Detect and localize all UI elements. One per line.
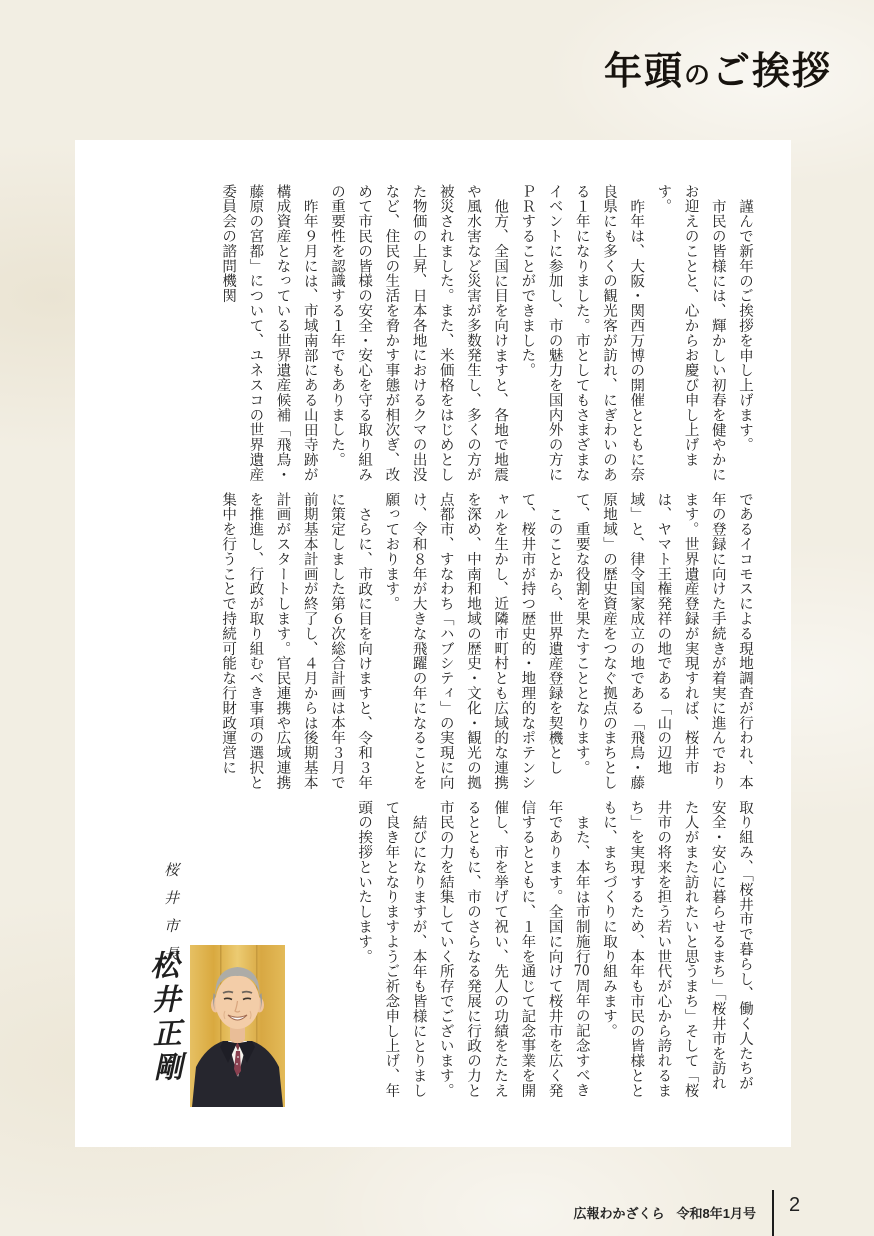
mayor-portrait-photo (190, 945, 285, 1107)
page-title (604, 40, 833, 95)
footer-publication: 広報わかざくら (573, 1206, 665, 1221)
article-section-bottom (118, 800, 758, 1104)
paragraph: このことから、世界遺産登録を契機として、桜井市が持つ歴史的・地理的なポテンシャルを生かし、近隣市町村とも広域的な連携を深め、中南和地域の歴史・文化・観光の拠点都市、すなわち「ハブシティ」の実現に向け、令和８年が大きな飛躍の年になることを願っております。 (383, 492, 563, 790)
footer-issue: 令和8年1月号 (676, 1206, 756, 1221)
signature-role: 桜井市長 (162, 862, 178, 974)
article-sheet (75, 140, 791, 1147)
paragraph: さらに、市政に目を向けますと、令和３年に策定しました第６次総合計画は本年３月で前期基本計画が終了し、４月からは後期基本計画がスタートします。官民連携や広域連携を推進し、行政が取り組むべき事項の選択と集中を行うことで持続可能な行財政運営に (220, 492, 373, 790)
article-section-middle (118, 492, 758, 796)
page-title-sub: ご挨拶 (712, 48, 833, 93)
paragraph: 謹んで新年のご挨拶を申し上げます。 (737, 198, 753, 452)
page-title-main: 年頭 (604, 48, 685, 93)
footer-page-number: 2 (789, 1194, 801, 1216)
footer-divider (772, 1190, 774, 1236)
paragraph: 他方、全国に目を向けますと、各地で地震や風水害など災害が多数発生し、多くの方が被災されました。また、米価格をはじめとした物価の上昇、日本各地におけるクマの出没など、住民の生活を脅かす事態が相次ぎ、改めて市民の皆様の安全・安心を守る取り組みの重要性を認識する１年でもありました。 (328, 184, 509, 482)
paragraph: であるイコモスによる現地調査が行われ、本年の登録に向けた手続きが着実に進んでおります。世界遺産登録が実現すれば、桜井市は、ヤマト王権発祥の地である「山の辺地域」と、律令国家成立の地である「飛鳥・藤原地域」の歴史資産をつなぐ拠点のまちとして、重要な役割を果たすこととなります。 (573, 492, 753, 790)
paragraph: また、本年は市制施行70周年の記念すべき年であります。全国に向けて桜井市を広く発信するとともに、１年を通じて記念事業を開催し、市を挙げて祝い、先人の功績をたたえるとともに、市のさらなる発展に行政の力と市民の力を結集していく所存でございます。 (437, 800, 590, 1098)
mayor-portrait-illustration (190, 945, 285, 1107)
article-section-top (118, 184, 758, 488)
footer-publication-line (574, 1203, 756, 1222)
signature-name: 松井正剛 (145, 949, 183, 1087)
paragraph: 結びになりますが、本年も皆様にとりまして良き年となりますようご祈念申し上げ、年頭の挨拶といたします。 (356, 800, 427, 1098)
paragraph: 取り組み、「桜井市で暮らし、働く人たちが安全・安心に暮らせるまち」「桜井市を訪れた人がまた訪れたいと思うまち」そして「桜井市の将来を担う若い世代が心から誇れるまち」を実現するため、本年も市民の皆様とともに、まちづくりに取り組みます。 (600, 800, 753, 1098)
paragraph: 昨年は、大阪・関西万博の開催とともに奈良県にも多くの観光客が訪れ、にぎわいのある１年になりました。市としてもさまざまなイベントに参加し、市の魅力を国内外の方にＰＲすることができました。 (519, 184, 645, 482)
page-title-particle: の (684, 61, 713, 91)
article-section-bottom-text (276, 800, 758, 1104)
paragraph: 市民の皆様には、輝かしい初春を健やかにお迎えのことと、心からお慶び申し上げます。 (655, 184, 726, 482)
paragraph: 昨年９月には、市域南部にある山田寺跡が構成資産となっている世界遺産候補「飛鳥・藤原の宮都」について、ユネスコの世界遺産委員会の諮問機関 (220, 184, 318, 482)
